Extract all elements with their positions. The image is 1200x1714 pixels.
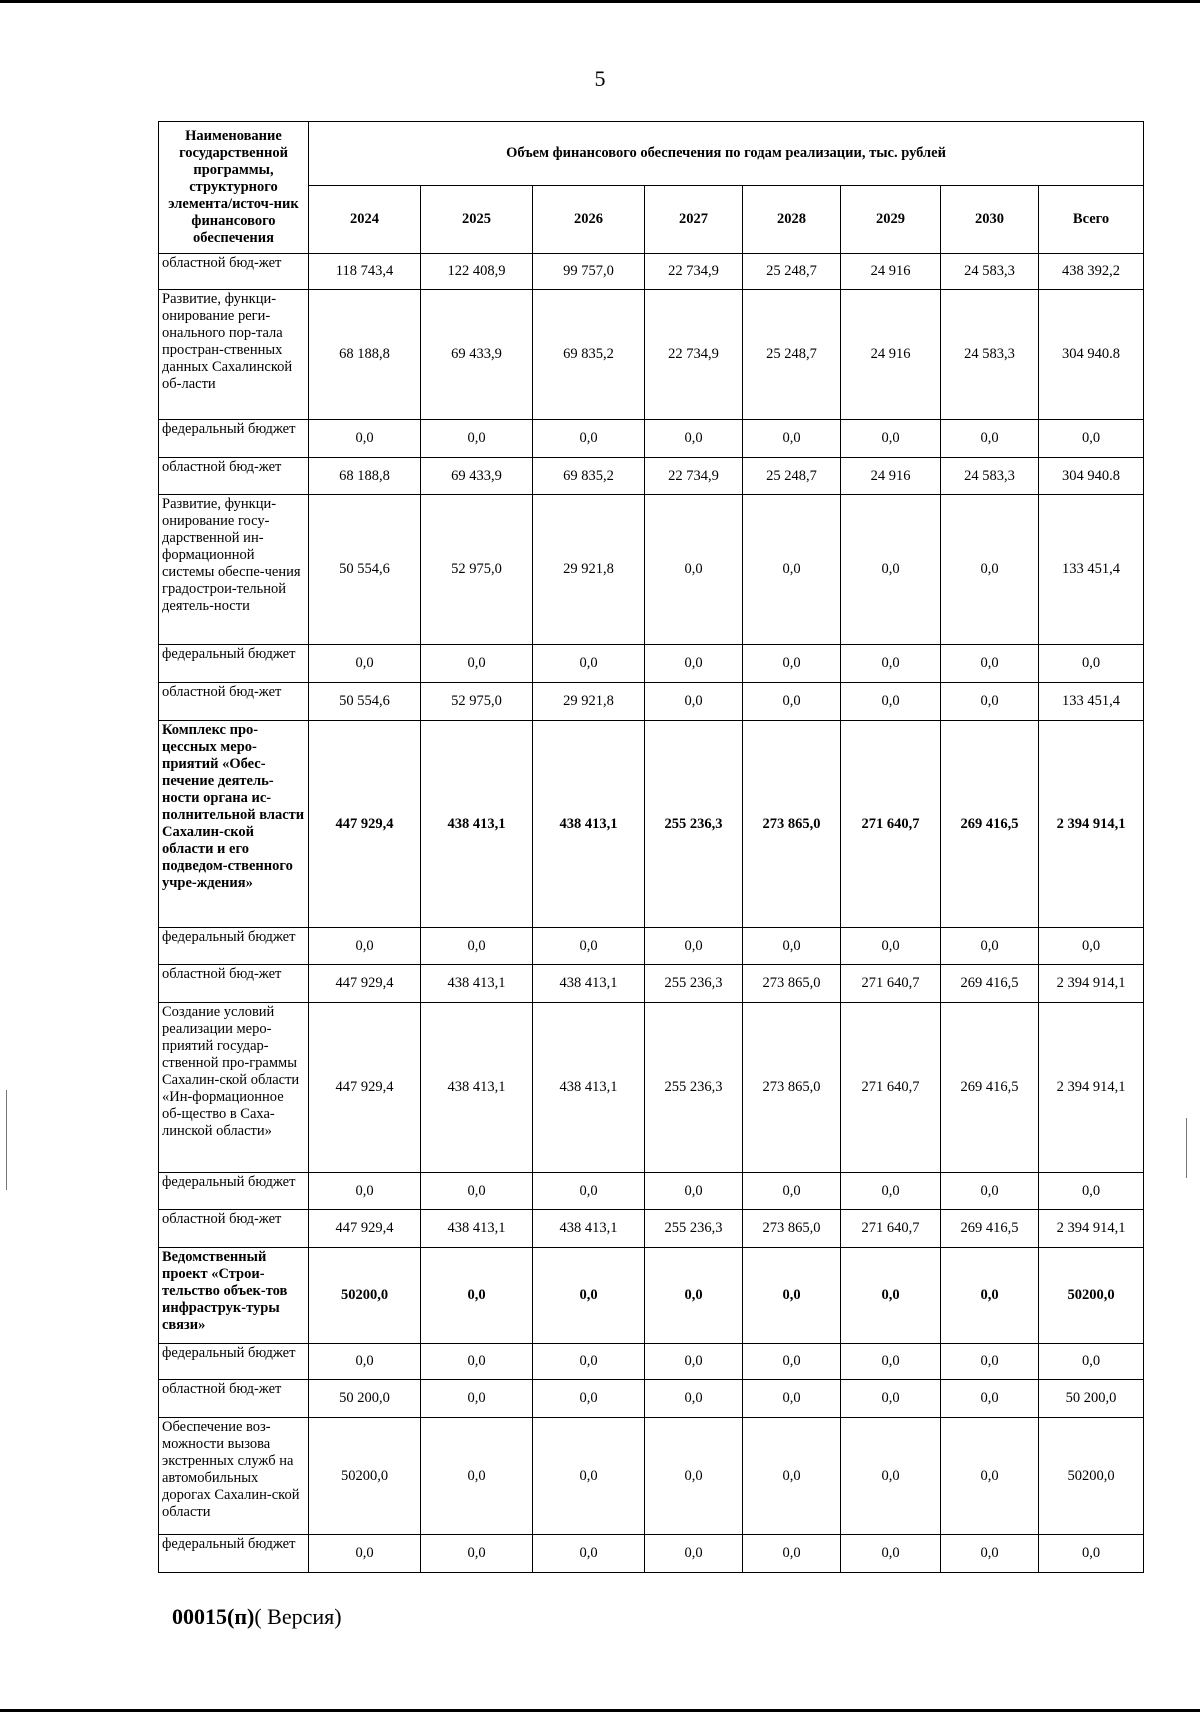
row-name-cell: областной бюд-жет [159,1210,309,1248]
name-column-header: Наименование государственной программы, структурного элемента/источ-ник финансового обеспечения [159,122,309,254]
value-cell: 0,0 [309,928,421,965]
value-cell: 133 451,4 [1039,495,1144,645]
table-row [159,928,1144,965]
value-cell: 0,0 [533,1248,645,1344]
value-cell: 0,0 [533,1344,645,1380]
value-cell: 255 236,3 [645,721,743,928]
value-cell: 69 433,9 [421,290,533,420]
value-cell: 0,0 [941,1173,1039,1210]
value-cell: 69 835,2 [533,290,645,420]
year-column-header: 2024 [309,186,421,254]
value-cell: 50 200,0 [309,1380,421,1418]
value-cell: 25 248,7 [743,458,841,495]
value-cell: 438 413,1 [533,721,645,928]
table-row [159,1535,1144,1573]
value-cell: 0,0 [841,928,941,965]
row-name-cell: Комплекс про-цессных меро-приятий «Обес-печение деятель-ности органа ис-полнительной власти Сахалин-ской области и его подведом-ственного учре-ждения» [159,721,309,928]
value-cell: 0,0 [421,928,533,965]
value-cell: 0,0 [1039,928,1144,965]
year-column-header: 2028 [743,186,841,254]
value-cell: 24 583,3 [941,290,1039,420]
value-cell: 447 929,4 [309,721,421,928]
value-cell: 24 916 [841,290,941,420]
value-cell: 24 916 [841,254,941,290]
value-cell: 0,0 [941,1248,1039,1344]
top-border-line [0,0,1200,3]
row-name-cell: Обеспечение воз-можности вызова экстренных служб на автомобильных дорогах Сахалин-ской области [159,1418,309,1535]
value-cell: 0,0 [533,1535,645,1573]
value-cell: 0,0 [941,928,1039,965]
value-cell: 0,0 [1039,645,1144,683]
value-cell: 0,0 [743,1248,841,1344]
value-cell: 99 757,0 [533,254,645,290]
row-name-cell: Ведомственный проект «Строи-тельство объек-тов инфраструк-туры связи» [159,1248,309,1344]
table-row [159,290,1144,420]
row-name-cell: областной бюд-жет [159,965,309,1003]
value-cell: 68 188,8 [309,290,421,420]
value-cell: 52 975,0 [421,683,533,721]
value-cell: 269 416,5 [941,1210,1039,1248]
row-name-cell: областной бюд-жет [159,458,309,495]
value-cell: 0,0 [743,1535,841,1573]
value-cell: 69 835,2 [533,458,645,495]
value-cell: 25 248,7 [743,254,841,290]
table-row [159,1210,1144,1248]
value-cell: 271 640,7 [841,1003,941,1173]
value-cell: 0,0 [743,1344,841,1380]
value-cell: 0,0 [645,420,743,458]
value-cell: 0,0 [841,683,941,721]
value-cell: 0,0 [645,683,743,721]
value-cell: 133 451,4 [1039,683,1144,721]
value-cell: 0,0 [743,1418,841,1535]
value-cell: 0,0 [645,1344,743,1380]
value-cell: 438 413,1 [421,721,533,928]
value-cell: 271 640,7 [841,721,941,928]
value-cell: 0,0 [743,1380,841,1418]
value-cell: 2 394 914,1 [1039,1003,1144,1173]
table-row [159,965,1144,1003]
value-cell: 273 865,0 [743,721,841,928]
row-name-cell: областной бюд-жет [159,683,309,721]
value-cell: 271 640,7 [841,965,941,1003]
value-cell: 50 200,0 [1039,1380,1144,1418]
value-cell: 2 394 914,1 [1039,965,1144,1003]
value-cell: 0,0 [533,1380,645,1418]
value-cell: 0,0 [421,1173,533,1210]
value-cell: 0,0 [421,420,533,458]
value-cell: 0,0 [309,1535,421,1573]
value-cell: 50200,0 [1039,1418,1144,1535]
value-cell: 0,0 [841,1535,941,1573]
row-name-cell: Создание условий реализации меро-приятий государ-ственной про-граммы Сахалин-ской области «Ин-формационное об-щество в Саха-линской области» [159,1003,309,1173]
value-cell: 24 583,3 [941,254,1039,290]
value-cell: 438 413,1 [421,1003,533,1173]
table-row [159,458,1144,495]
value-cell: 50200,0 [1039,1248,1144,1344]
row-name-cell: федеральный бюджет [159,1344,309,1380]
table-row [159,1380,1144,1418]
row-name-cell: областной бюд-жет [159,1380,309,1418]
value-cell: 0,0 [841,1173,941,1210]
value-cell: 0,0 [841,645,941,683]
value-cell: 0,0 [533,1418,645,1535]
value-cell: 0,0 [1039,420,1144,458]
value-cell: 269 416,5 [941,1003,1039,1173]
value-cell: 0,0 [841,1418,941,1535]
value-cell: 22 734,9 [645,458,743,495]
value-cell: 273 865,0 [743,965,841,1003]
value-cell: 0,0 [645,1380,743,1418]
value-cell: 2 394 914,1 [1039,1210,1144,1248]
value-cell: 50200,0 [309,1418,421,1535]
value-cell: 0,0 [1039,1535,1144,1573]
value-cell: 304 940.8 [1039,458,1144,495]
value-cell: 0,0 [743,1173,841,1210]
value-cell: 0,0 [941,420,1039,458]
table-row [159,254,1144,290]
value-cell: 0,0 [645,1173,743,1210]
value-cell: 0,0 [421,1344,533,1380]
year-column-header: 2027 [645,186,743,254]
value-cell: 68 188,8 [309,458,421,495]
value-cell: 255 236,3 [645,965,743,1003]
value-cell: 0,0 [645,1418,743,1535]
year-column-header: 2030 [941,186,1039,254]
row-name-cell: федеральный бюджет [159,1535,309,1573]
table-row [159,683,1144,721]
table-row [159,1173,1144,1210]
table-body [159,254,1144,1573]
value-cell: 0,0 [645,495,743,645]
value-cell: 0,0 [743,928,841,965]
value-cell: 0,0 [743,683,841,721]
row-name-cell: федеральный бюджет [159,928,309,965]
value-cell: 269 416,5 [941,965,1039,1003]
value-cell: 52 975,0 [421,495,533,645]
value-cell: 29 921,8 [533,495,645,645]
value-cell: 269 416,5 [941,721,1039,928]
row-name-cell: федеральный бюджет [159,1173,309,1210]
value-cell: 24 583,3 [941,458,1039,495]
value-cell: 0,0 [941,1418,1039,1535]
value-cell: 0,0 [1039,1344,1144,1380]
table-row [159,1344,1144,1380]
document-version-label: ( Версия) [254,1604,342,1629]
value-cell: 0,0 [743,495,841,645]
value-cell: 255 236,3 [645,1210,743,1248]
value-cell: 0,0 [421,1535,533,1573]
value-cell: 0,0 [941,683,1039,721]
value-cell: 0,0 [941,1380,1039,1418]
value-cell: 50 554,6 [309,683,421,721]
value-cell: 0,0 [309,1173,421,1210]
value-cell: 0,0 [841,1248,941,1344]
scan-margin-mark [1186,1118,1187,1178]
value-cell: 0,0 [309,645,421,683]
value-cell: 0,0 [645,645,743,683]
value-cell: 22 734,9 [645,254,743,290]
table-row [159,420,1144,458]
value-cell: 0,0 [533,928,645,965]
value-cell: 438 392,2 [1039,254,1144,290]
bottom-border-line [0,1709,1200,1712]
value-cell: 0,0 [533,420,645,458]
value-cell: 0,0 [743,420,841,458]
value-cell: 255 236,3 [645,1003,743,1173]
value-cell: 273 865,0 [743,1210,841,1248]
value-cell: 0,0 [941,645,1039,683]
value-cell: 0,0 [421,1380,533,1418]
value-cell: 22 734,9 [645,290,743,420]
value-cell: 438 413,1 [421,965,533,1003]
table-row [159,1248,1144,1344]
row-name-cell: Развитие, функци-онирование госу-дарственной ин-формационной системы обеспе-чения градострои-тельной деятель-ности [159,495,309,645]
value-cell: 118 743,4 [309,254,421,290]
page-number: 5 [594,66,606,91]
value-cell: 24 916 [841,458,941,495]
table-row [159,645,1144,683]
table-row [159,1003,1144,1173]
value-cell: 0,0 [421,1418,533,1535]
year-column-header: 2029 [841,186,941,254]
value-cell: 50 554,6 [309,495,421,645]
document-code: 00015(п) [172,1604,255,1629]
value-cell: 29 921,8 [533,683,645,721]
table-row [159,1418,1144,1535]
year-column-header: 2026 [533,186,645,254]
value-cell: 0,0 [645,1248,743,1344]
row-name-cell: Развитие, функци-онирование реги-онального пор-тала простран-ственных данных Сахалинской об-ласти [159,290,309,420]
value-cell: 0,0 [841,420,941,458]
value-cell: 273 865,0 [743,1003,841,1173]
row-name-cell: федеральный бюджет [159,645,309,683]
document-version-stamp [172,1604,342,1630]
value-cell: 0,0 [743,645,841,683]
value-cell: 0,0 [841,1380,941,1418]
value-cell: 0,0 [841,1344,941,1380]
table-row [159,721,1144,928]
value-cell: 0,0 [421,1248,533,1344]
year-column-header: Всего [1039,186,1144,254]
value-cell: 0,0 [645,1535,743,1573]
value-cell: 304 940.8 [1039,290,1144,420]
table-row [159,495,1144,645]
funding-group-header: Объем финансового обеспечения по годам реализации, тыс. рублей [309,122,1144,186]
value-cell: 2 394 914,1 [1039,721,1144,928]
value-cell: 0,0 [533,1173,645,1210]
value-cell: 25 248,7 [743,290,841,420]
row-name-cell: областной бюд-жет [159,254,309,290]
value-cell: 0,0 [941,1344,1039,1380]
value-cell: 438 413,1 [421,1210,533,1248]
value-cell: 0,0 [841,495,941,645]
value-cell: 447 929,4 [309,965,421,1003]
scan-margin-mark [6,1090,7,1190]
value-cell: 0,0 [941,1535,1039,1573]
value-cell: 69 433,9 [421,458,533,495]
value-cell: 0,0 [309,420,421,458]
value-cell: 0,0 [645,928,743,965]
value-cell: 0,0 [309,1344,421,1380]
value-cell: 438 413,1 [533,1003,645,1173]
value-cell: 438 413,1 [533,1210,645,1248]
value-cell: 0,0 [533,645,645,683]
value-cell: 447 929,4 [309,1003,421,1173]
financing-table [158,121,1144,1573]
value-cell: 0,0 [1039,1173,1144,1210]
value-cell: 447 929,4 [309,1210,421,1248]
value-cell: 438 413,1 [533,965,645,1003]
row-name-cell: федеральный бюджет [159,420,309,458]
value-cell: 271 640,7 [841,1210,941,1248]
value-cell: 122 408,9 [421,254,533,290]
value-cell: 0,0 [421,645,533,683]
value-cell: 0,0 [941,495,1039,645]
value-cell: 50200,0 [309,1248,421,1344]
year-column-header: 2025 [421,186,533,254]
